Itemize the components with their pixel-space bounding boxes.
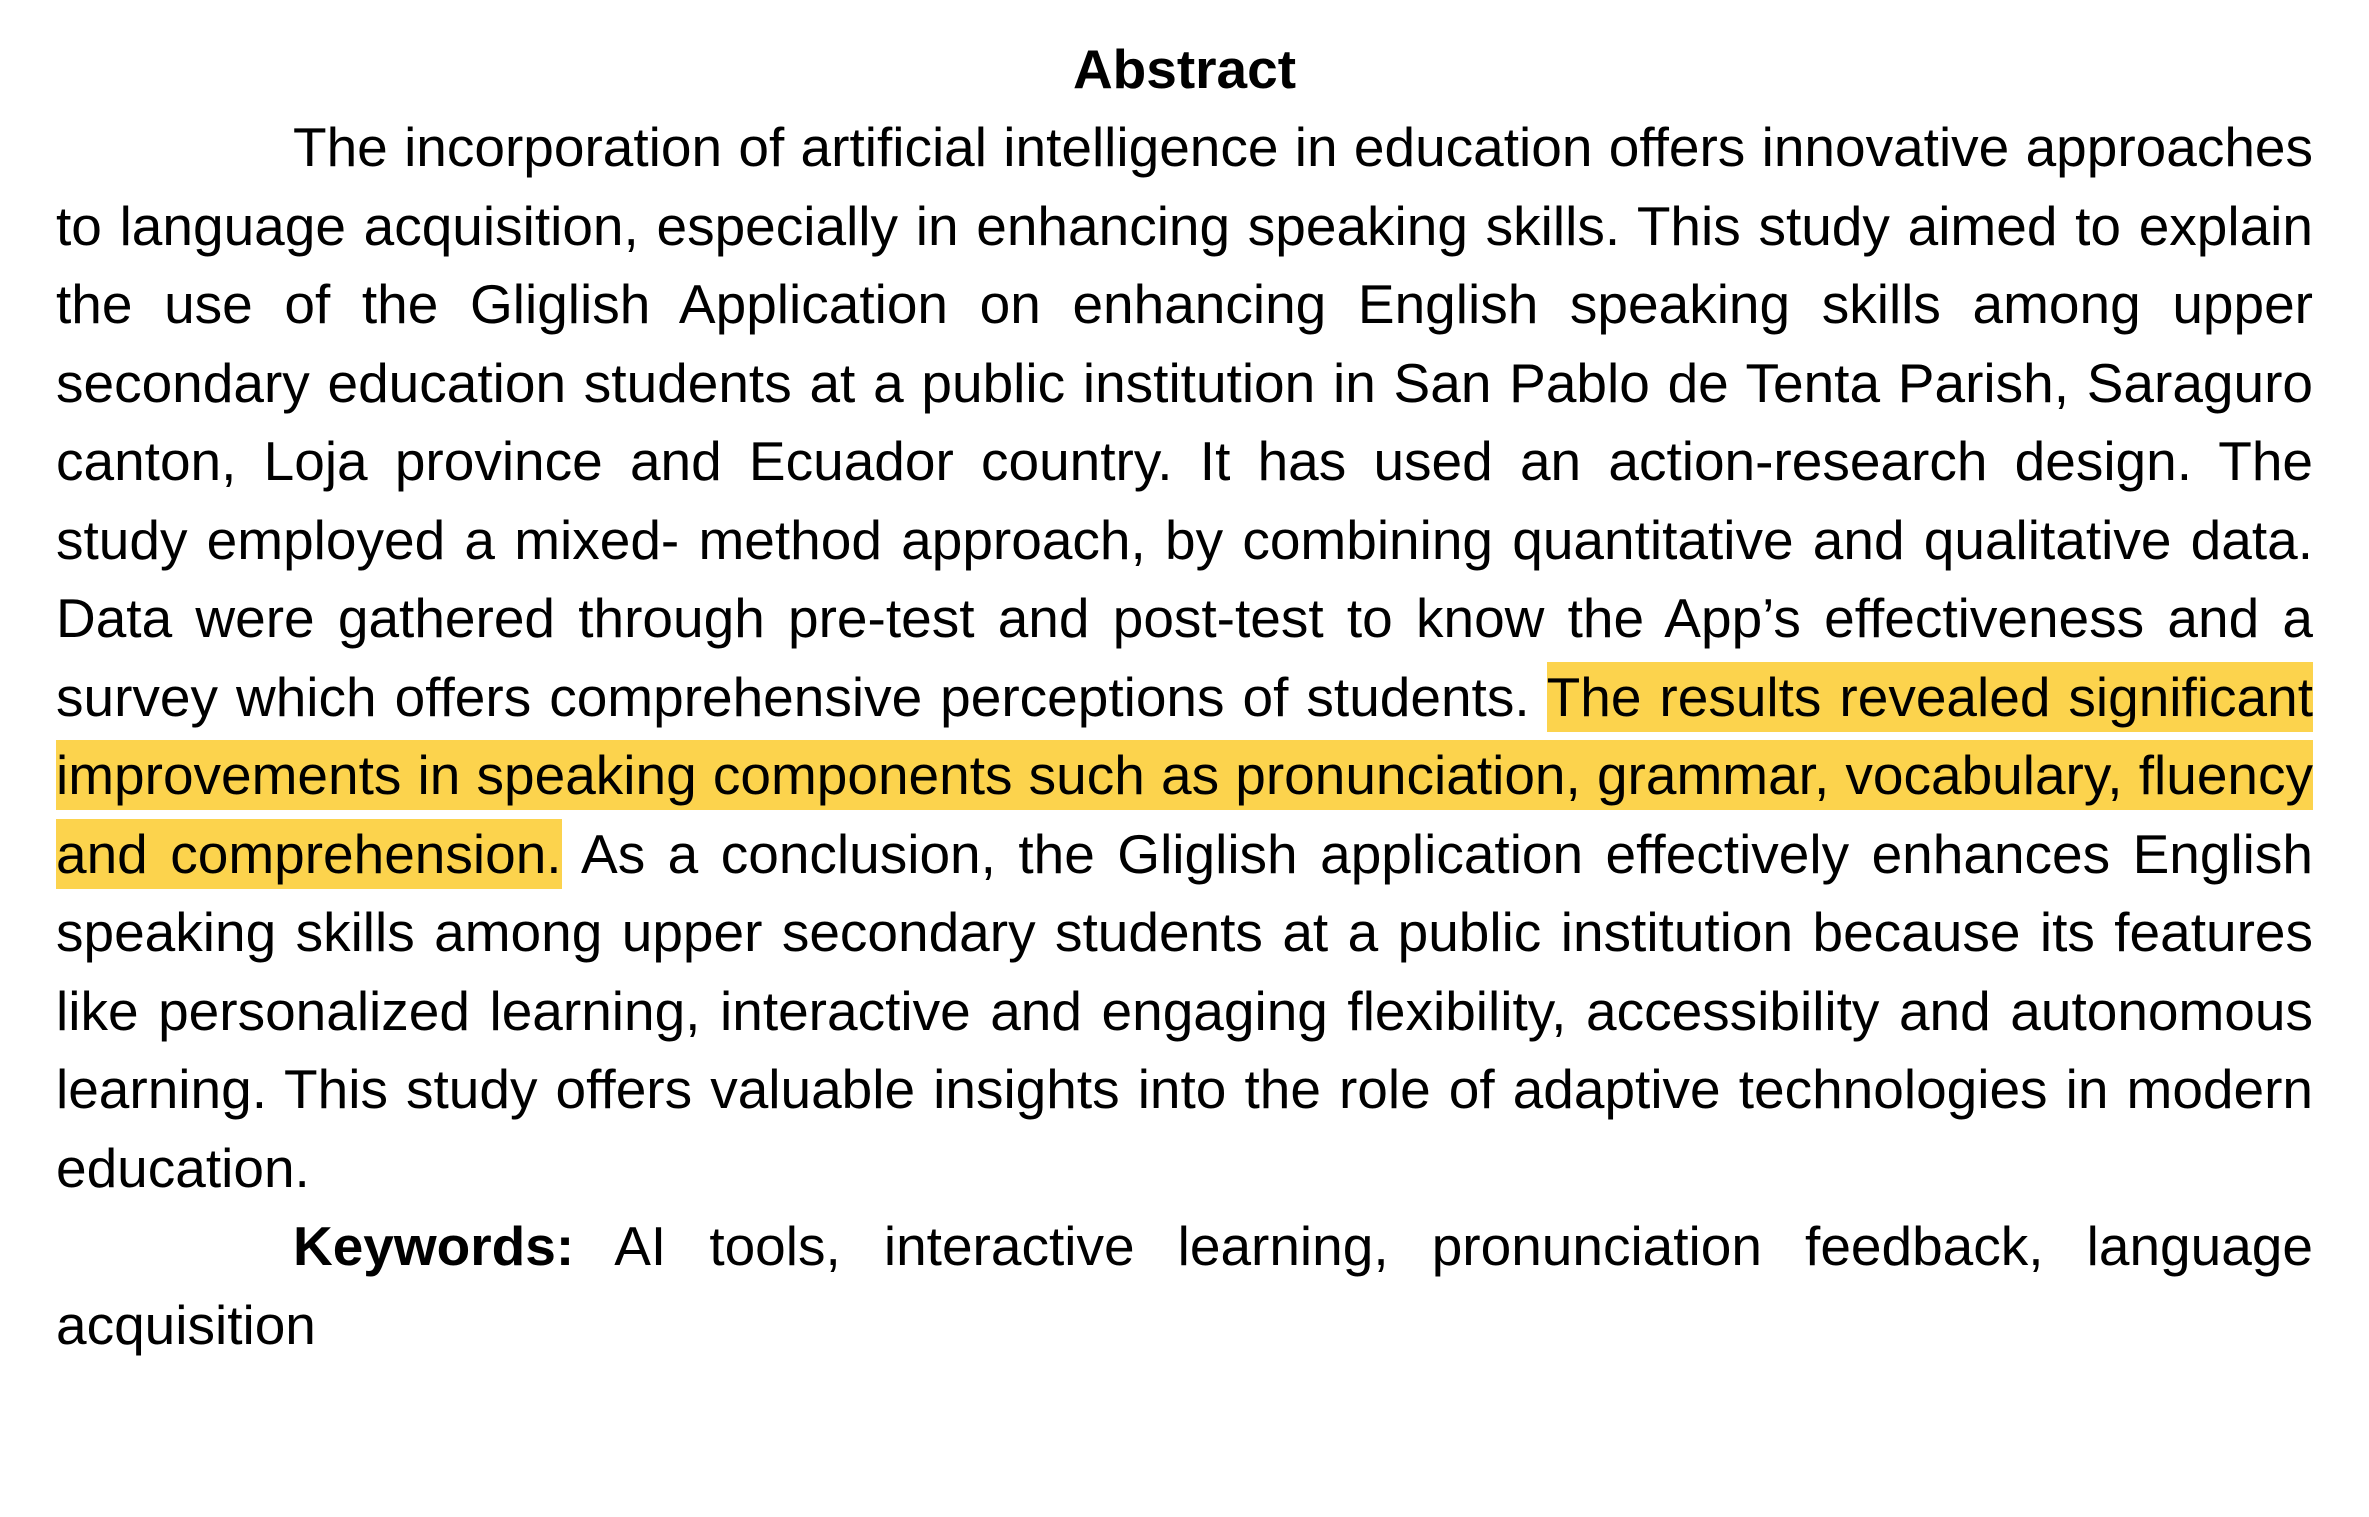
keywords-text: AI tools, interactive learning, pronunciation feedback, language acquisition (56, 1215, 2313, 1356)
abstract-title: Abstract (1072, 38, 1297, 100)
keywords-line (56, 1207, 2313, 1364)
highlighted-result-sentence: The results revealed significant improvements in speaking components such as pronunciation, grammar, vocabulary, fluency and comprehension. (56, 662, 2313, 889)
keywords-label: Keywords: (293, 1215, 575, 1277)
abstract-section (56, 30, 2313, 1364)
abstract-text-before: The incorporation of artificial intelligence in education offers innovative approaches to language acquisition, especially in enhancing speaking skills. This study aimed to explain the use of the Gliglish Application on enhancing English speaking skills among upper secondary education students at a public institution in San Pablo de Tenta Parish, Saraguro canton, Loja province and Ecuador country. It has used an action-research design. The study employed a mixed- method approach, by combining quantitative and qualitative data. Data were gathered through pre-test and post-test to know the App’s effectiveness and a survey which offers comprehensive perceptions of students. (56, 116, 2313, 728)
abstract-paragraph (56, 108, 2313, 1207)
abstract-text-after: As a conclusion, the Gliglish application effectively enhances English speaking skills among upper secondary students at a public institution because its features like personalized learning, interactive and engaging flexibility, accessibility and autonomous learning. This study offers valuable insights into the role of adaptive technologies in modern education. (56, 822, 2313, 1199)
